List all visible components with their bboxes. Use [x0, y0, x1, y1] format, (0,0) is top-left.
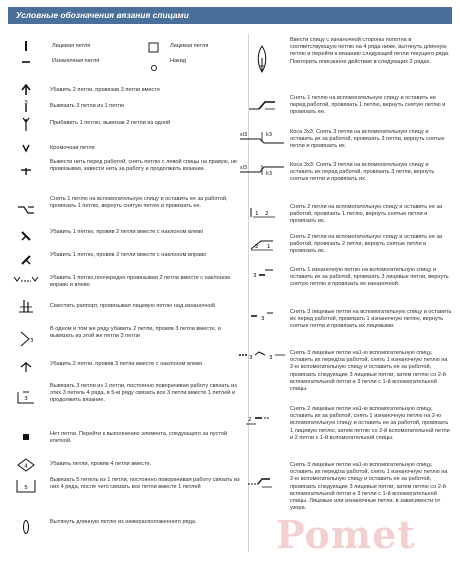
- legend-text: Нет петли. Перейти к выполнению элемента, следующего за пустой клеткой.: [50, 431, 228, 445]
- symbol-digit: 1: [255, 211, 259, 217]
- knit-label: Лицевая петля: [52, 43, 91, 49]
- legend-text: Вывязать 3 петли из 1 петли, постоянно поворачивая работу связать из этих 3 петель 4 ряда, в 5-м ряду связать все 3 петли вместе 1 петлей и продолжить вязание.: [50, 383, 237, 404]
- legend-text: Убавить 1 петлю,поочередно провязывая 2 петли вместе с наклоном вправо и влево: [50, 275, 230, 289]
- legend-text: Вывязать 5 петель из 1 петли, постоянно поворачивая работу связать из них 4 ряда, после чего связать все петли вместе 1 петлей: [50, 477, 240, 491]
- yarn-over-icon: [150, 59, 158, 77]
- legend-text: Убавить 1 петлю, провяв 2 петли вместе с наклоном вправо: [50, 252, 207, 258]
- symbol-digit: 3: [24, 100, 28, 106]
- double-cross-3-icon: [234, 350, 290, 364]
- legend-text: Снять 3 лицевые петли на вспомогательную спицу и оставить их перед работой, провязать 1 изнаночную петлю, вернуть снятые петли и провязать их лицевыми.: [290, 309, 452, 330]
- legend-text: Снять 2 лицевые петли на1-ю вспомогательную спицу, оставить их за работой, снять 1 изнаночную петлю на 2-ю вспомогательную спицу и оставить ее за работой, провязать 1 лицевую петлю, затем петлю со 2-й вспомогательной петли и 2 петли с 1-й вспомогательной спицы.: [290, 406, 450, 441]
- cable-3x3-front-icon: [234, 163, 290, 177]
- symbol-digit: 2: [265, 211, 269, 217]
- decrease-3-together-icon: [8, 84, 44, 96]
- purl-stitch-icon: [8, 59, 44, 65]
- long-stitch-icon: [8, 519, 44, 535]
- symbol-digit: sl3: [240, 165, 248, 171]
- watermark-logo: Pomet: [276, 512, 416, 557]
- legend-text: Ввести спицу с изнаночной стороны полотна в соответствующую петлю на 4 ряда ниже, вытянуть длинную петлю и перейти к вязанию следующей петли текущего ряда. Повторить описанное действие в следующих 2 рядах.: [290, 37, 450, 65]
- k4tog-icon: [8, 458, 44, 472]
- legend-text: Снять 1 петлю на вспомогательную спицу и оставить ее перед работой, провязать 1 петлю, вернуть снятую петлю и провязать ее.: [290, 95, 446, 116]
- symbol-digit: 5: [24, 485, 28, 491]
- edge-stitch-icon: [8, 143, 44, 153]
- legend-text: Коса 3х3: Снять 3 петли на вспомогательную спицу и оставить их перед работой, провязать 3 петли, вернуть снятые петли и провязать их.: [290, 162, 435, 183]
- legend-text: Снять 1 изнаночную петлю на вспомогательную спицу и оставить их за работой, провязать 3 лицевые петли, вернуть снятую петлю и провязать ее изнаночной.: [290, 267, 449, 288]
- legend-text: Снять 3 лицевые петли на1-ю вспомогательную спицу, оставить их перед/за работой, снять 1 изнаночную петлю на 2-ю вспомогательную спицу и оставить ее за работой, провязать следующие 3 лицевые петли, затем петлю со 2-й вспомогательной петли и 3 петли с 1-й вспомогательной спицы.: [290, 350, 448, 393]
- symbol-digit: sl3: [240, 132, 248, 138]
- cross-2-1-back-icon: [234, 205, 290, 219]
- cross-purl-front-icon: [234, 309, 290, 323]
- shift-repeat-icon: [8, 298, 44, 314]
- cross-1-front-icon: [234, 99, 290, 111]
- make-3-from-1-icon: [8, 99, 44, 113]
- cross-purl-back-icon: [234, 266, 290, 280]
- sk2p-left-icon: [8, 360, 44, 374]
- no-stitch-icon: [8, 432, 44, 442]
- k2tog-left-icon: [8, 230, 44, 242]
- purl-label: Изнаночная петля: [52, 58, 100, 64]
- legend-text: Вывести нить перед работой, снять петлю с левой спицы на правую, не провязывая, завести нить за работу и продолжить вязание.: [50, 159, 238, 173]
- legend-text: Снять 2 петли на вспомогательную спицу и оставить ее за работой, провязать 2 петли, вернуть снятые петли и провязать их.: [290, 234, 443, 255]
- legend-text: Кромочная петля: [50, 145, 95, 151]
- increase-2-from-1-icon: [8, 116, 44, 132]
- legend-text: Снять 3 лицевые петли на1-ю вспомогательную спицу, оставить их перед/за работой, снять 1 изнаночную петлю на 2-ю вспомогательную спицу и оставить ее за работой, провязать следующие 3 лицевые петли, затем петлю со 2-й вспомогательной петли и 3 петли с 1-й вспомогательной спицы. Лицевые или изнаночные петли, в зависимости от узора.: [290, 462, 448, 512]
- legend-text: Убавить 1 петлю, провяв 2 петли вместе с наклоном влево: [50, 229, 204, 235]
- legend-text: Снять 2 петли на вспомогательную спицу и оставить ее за работой, провязать 1 петлю, вернуть снятые петли и провязать их.: [290, 204, 443, 225]
- page-title: Условные обозначения вязания спицами: [8, 7, 452, 24]
- legend-text: Вывязать 3 петли из 1 петли: [50, 103, 124, 109]
- legend-text: Убавить петли, провяв 4 петли вместе.: [50, 461, 152, 467]
- symbol-digit: 3: [253, 273, 257, 279]
- legend-text: Вытянуть длинную петлю из нижерасположенного ряда.: [50, 519, 197, 525]
- legend-text: Убавить 2 петли, провязав 3 петли вместе: [50, 87, 160, 93]
- symbol-digit: 1: [267, 244, 271, 250]
- legend-text: Сместить раппорт, провязывая лицевую петлю над изнаночной: [50, 303, 215, 309]
- symbol-digit: k3: [266, 132, 273, 138]
- slip-stitch-icon: [8, 164, 44, 176]
- double-cross-2-icon: [234, 412, 290, 426]
- symbol-digit: 3: [24, 396, 28, 402]
- symbol-digit: 4: [24, 463, 28, 470]
- box-stitch-label: Лицевая петля: [170, 43, 209, 49]
- symbol-digit: 3: [261, 316, 265, 322]
- dec-inc-3-icon: [8, 330, 44, 348]
- symbol-digit: 3: [269, 355, 273, 361]
- cross-1-back-icon: [8, 203, 44, 215]
- box-stitch-icon: [148, 40, 159, 58]
- yarn-over-label: Накид: [170, 58, 186, 64]
- legend-text: Прибавить 1 петлю, вывязав 2 петли из одной: [50, 120, 171, 126]
- cable-3x3-back-icon: [234, 130, 290, 144]
- symbol-digit: k3: [266, 171, 273, 177]
- cross-2-2-back-icon: [234, 237, 290, 251]
- legend-text: В одном и том же ряду убавить 2 петли, провяв 3 петли вместе, и вывязать из этой же петли 3 петли: [50, 326, 221, 340]
- bobble-5-icon: [8, 478, 44, 496]
- symbol-digit: 2: [255, 244, 259, 250]
- bobble-3-icon: [8, 390, 44, 406]
- legend-text: Коса 3х3: Снять 3 петли на вспомогательную спицу и оставить их за работой, провязать 3 петли, вернуть снятые петли и провязать их.: [290, 129, 445, 150]
- knit-stitch-icon: [8, 40, 44, 52]
- double-cross-3-alt-icon: [234, 476, 290, 490]
- k2tog-right-icon: [8, 254, 44, 266]
- symbol-digit: 3: [30, 338, 34, 344]
- column-divider: [248, 34, 249, 552]
- legend-text: Снять 1 петлю на вспомогательную спицу и оставить ее за работой, провязать 1 петлю, вернуть снятую петлю и провязать ее.: [50, 196, 228, 210]
- symbol-digit: 2: [248, 417, 252, 423]
- legend-text: Убавить 2 петли, провяв 3 петли вместе с наклоном влево: [50, 361, 203, 367]
- symbol-digit: 3: [249, 355, 253, 361]
- dropped-stitch-icon: [234, 44, 290, 74]
- alternating-decrease-icon: [8, 275, 44, 285]
